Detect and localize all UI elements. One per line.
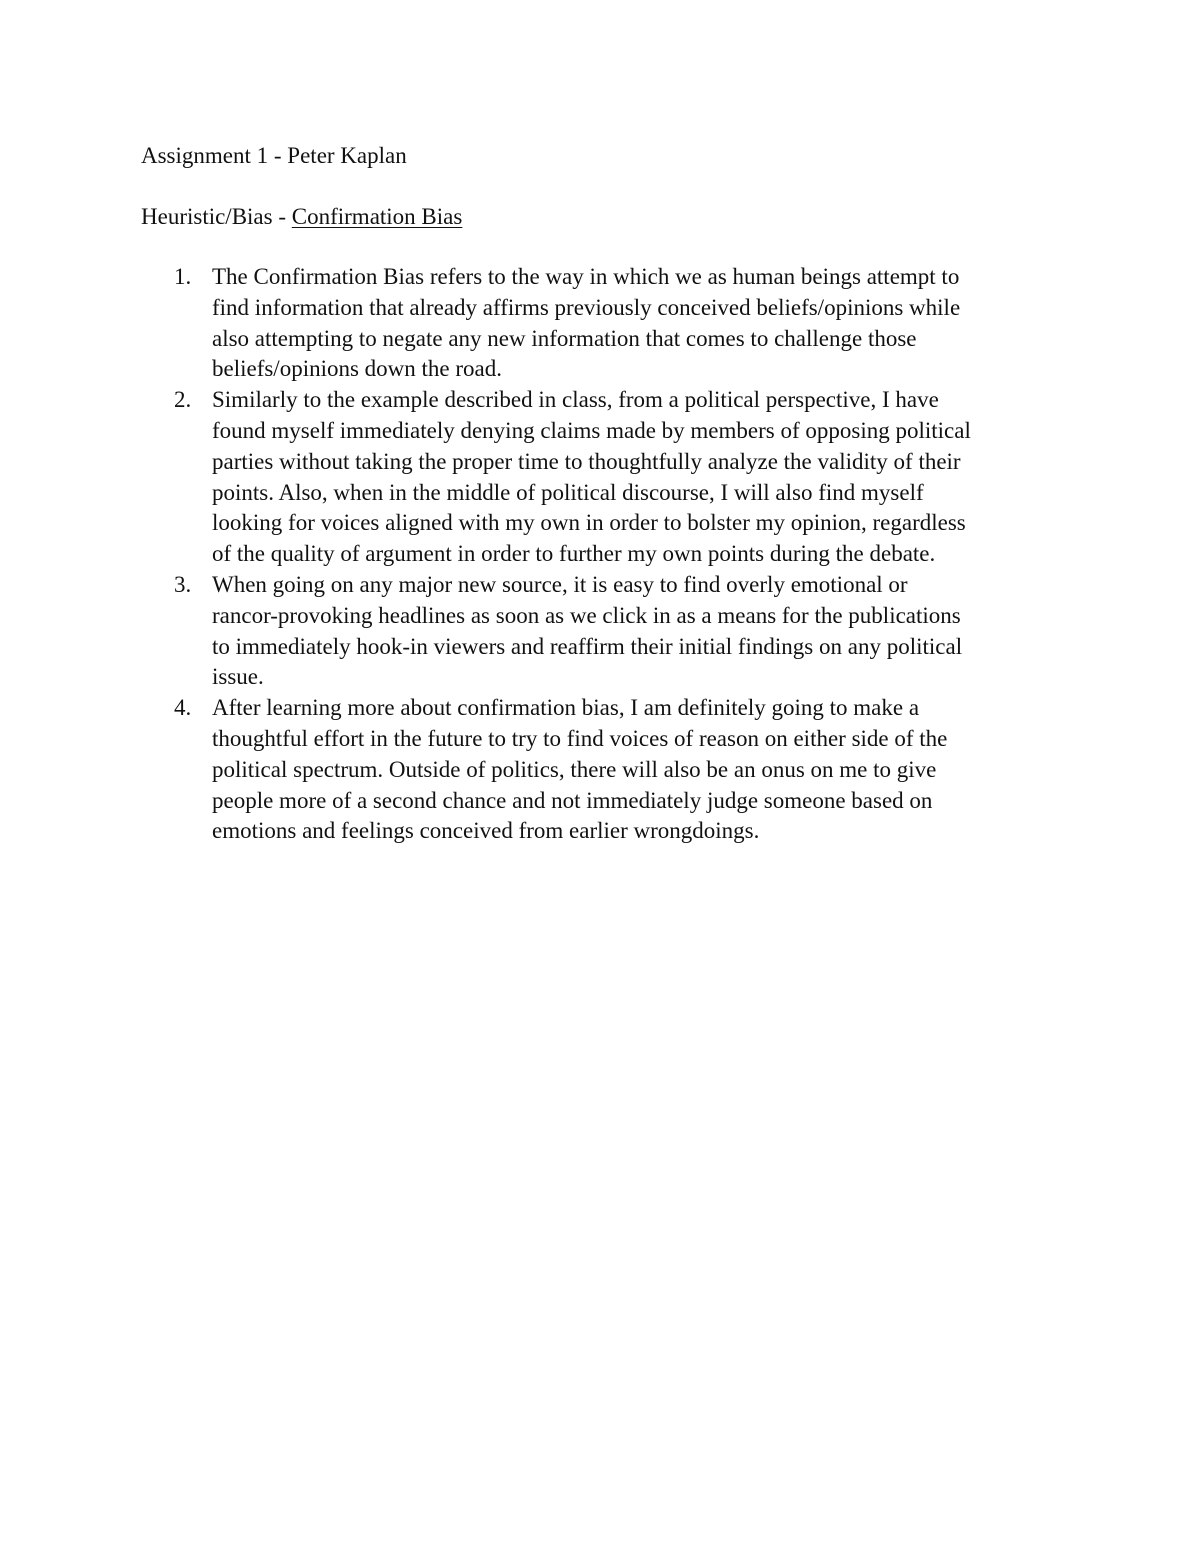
- list-item-line: points. Also, when in the middle of political discourse, I will also find myself: [212, 479, 924, 505]
- list-item-line: rancor-provoking headlines as soon as we click in as a means for the publications: [212, 602, 961, 628]
- list-item-line: find information that already affirms previously conceived beliefs/opinions while: [212, 294, 961, 320]
- list-item-number: 1.: [174, 264, 192, 289]
- list-item: [141, 693, 1071, 847]
- list-item-line: to immediately hook-in viewers and reaffirm their initial findings on any political: [212, 633, 963, 659]
- list-item-line: The Confirmation Bias refers to the way in which we as human beings attempt to: [212, 264, 960, 289]
- list-item-line: After learning more about confirmation bias, I am definitely going to make a: [212, 695, 920, 721]
- list-item-line: When going on any major new source, it is easy to find overly emotional or: [212, 571, 908, 597]
- document-title: Assignment 1 - Peter Kaplan: [141, 143, 407, 168]
- list-item-line: people more of a second chance and not immediately judge someone based on: [212, 787, 933, 813]
- list-item-number: 4.: [174, 695, 192, 721]
- list-item-line: of the quality of argument in order to further my own points during the debate.: [212, 541, 936, 567]
- list-item-line: parties without taking the proper time to thoughtfully analyze the validity of their: [212, 448, 961, 474]
- list-item: [141, 385, 1071, 570]
- list-item: [141, 262, 1071, 385]
- list-item-number: 2.: [174, 387, 192, 413]
- list-item-line: issue.: [212, 664, 264, 690]
- list-item-line: emotions and feelings conceived from earlier wrongdoings.: [212, 818, 760, 844]
- list-item-line: also attempting to negate any new information that comes to challenge those: [212, 325, 917, 351]
- list-item-number: 3.: [174, 571, 192, 597]
- list-item: [141, 570, 1071, 693]
- list-item-line: political spectrum. Outside of politics, there will also be an onus on me to give: [212, 756, 937, 782]
- heuristic-heading: [141, 201, 462, 232]
- list-item-line: Similarly to the example described in class, from a political perspective, I have: [212, 387, 939, 413]
- numbered-list: [141, 262, 1071, 847]
- list-item-line: beliefs/opinions down the road.: [212, 356, 503, 382]
- list-item-line: found myself immediately denying claims made by members of opposing political: [212, 417, 971, 443]
- list-item-line: looking for voices aligned with my own in order to bolster my opinion, regardless: [212, 510, 966, 536]
- list-item-line: thoughtful effort in the future to try to find voices of reason on either side of the: [212, 725, 948, 751]
- heading-prefix: Heuristic/Bias -: [141, 204, 292, 229]
- heading-topic: Confirmation Bias: [291, 204, 463, 229]
